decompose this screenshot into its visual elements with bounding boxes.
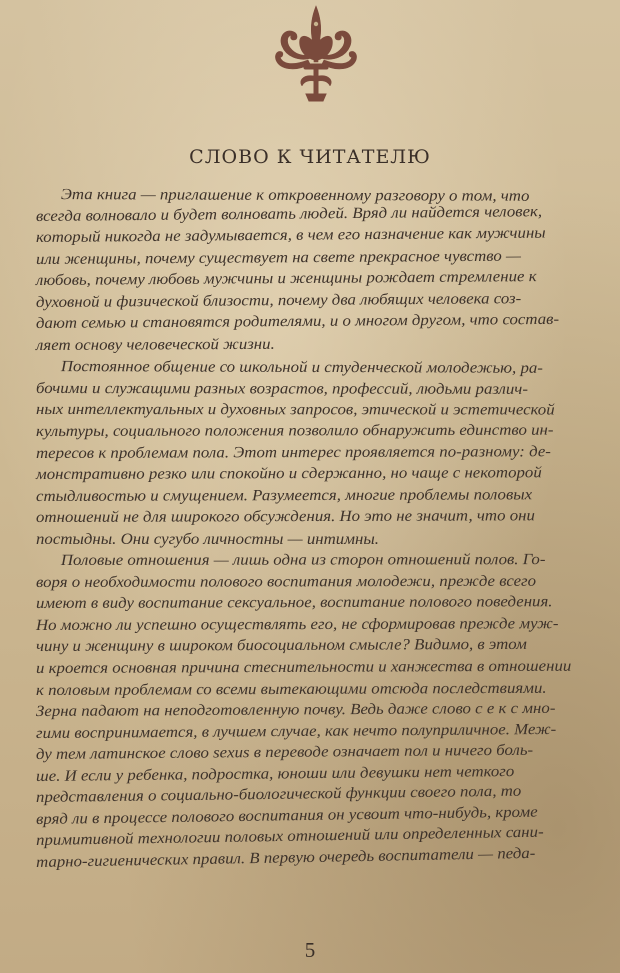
text-line: Эта книга — приглашение к откровенному разговору о том, что [60,186,530,205]
text-line: или женщины, почему существует на свете прекрасное чувство — [35,247,521,268]
text-line: который никогда не задумывается, в чем его назначение как мужчины [35,224,546,247]
text-line: монстративно резко или спокойно и сдержанно, но чаще с некоторой [35,464,542,484]
text-line: духовной и физической близости, почему два любящих человека соз- [35,289,522,311]
text-line: Постоянное общение со школьной и студенческой молодежью, ра- [60,358,543,378]
text-line: всегда волновало и будет волновать людей. Вряд ли найдется человек, [35,202,543,225]
text-line: стыдливостью и смущением. Разумеется, многие проблемы половых [35,485,533,505]
page-number: 5 [304,938,316,962]
text-line: имеют в виду воспитание сексуальное, воспитание полового поведения. [35,593,553,613]
text-line: воря о необходимости полового воспитания молодежи, прежде всего [35,572,537,591]
text-line: Но можно ли успешно осуществлять его, не сформировав прежде муж- [35,615,559,634]
text-line: постыдны. Они сугубо личностны — интимны. [36,530,379,548]
text-line: бочими и служащими разных возрастов, профессий, людьми различ- [35,379,528,398]
text-line: тересов к проблемам пола. Этот интерес проявляется по-разному: де- [35,442,551,462]
text-line: к половым проблемам со всеми вытекающими отсюда последствиями. [35,679,547,699]
text-line: ных интеллектуальных и духовных запросов, этической и эстетической [35,401,555,419]
text-line: Зерна падают на неподготовленную почву. Ведь даже слово с е к с мно- [35,699,556,721]
text-line: отношений не для широкого обсуждения. Но это не значит, что они [35,507,535,527]
text-line: вряд ли в процессе полового воспитания он усвоит что-нибудь, кроме [35,803,538,828]
page-title: СЛОВО К ЧИТАТЕЛЮ [189,146,431,168]
text-line: Половые отношения — лишь одна из сторон отношений полов. Го- [60,551,546,570]
text-line: тарно-гигиенических правил. В первую очередь воспитатели — педа- [35,844,536,871]
text-line: представления о социально-биологической функции своего пола, то [35,782,522,807]
text-line: любовь, почему любовь мужчины и женщины рождает стремление к [35,268,537,290]
text-line: дают семью и становятся родителями, и о многом другом, что состав- [35,311,560,333]
text-line: чину и женщину в широком биосоциальном смысле? Видимо, в этом [35,636,527,656]
text-line: ше. И если у ребенка, подростка, юноши или девушки нет четкого [35,762,515,785]
body-text [36,184,616,874]
text-line: примитивной технологии половых отношений или определенных сани- [35,823,544,850]
text-line: и кроется основная причина стеснительности и ханжества в отношении [35,657,572,678]
text-line: ляет основу человеческой жизни. [35,335,275,354]
text-line: гими воспринимается, в лучшем случае, как нечто полуприличное. Меж- [35,720,557,742]
text-line: ду тем латинское слово sexus в переводе означает пол и ничего боль- [35,741,534,764]
fleur-de-lis-ornament-icon [268,2,364,104]
text-line: культуры, социального положения позволило обнаружить единство ин- [35,421,554,441]
